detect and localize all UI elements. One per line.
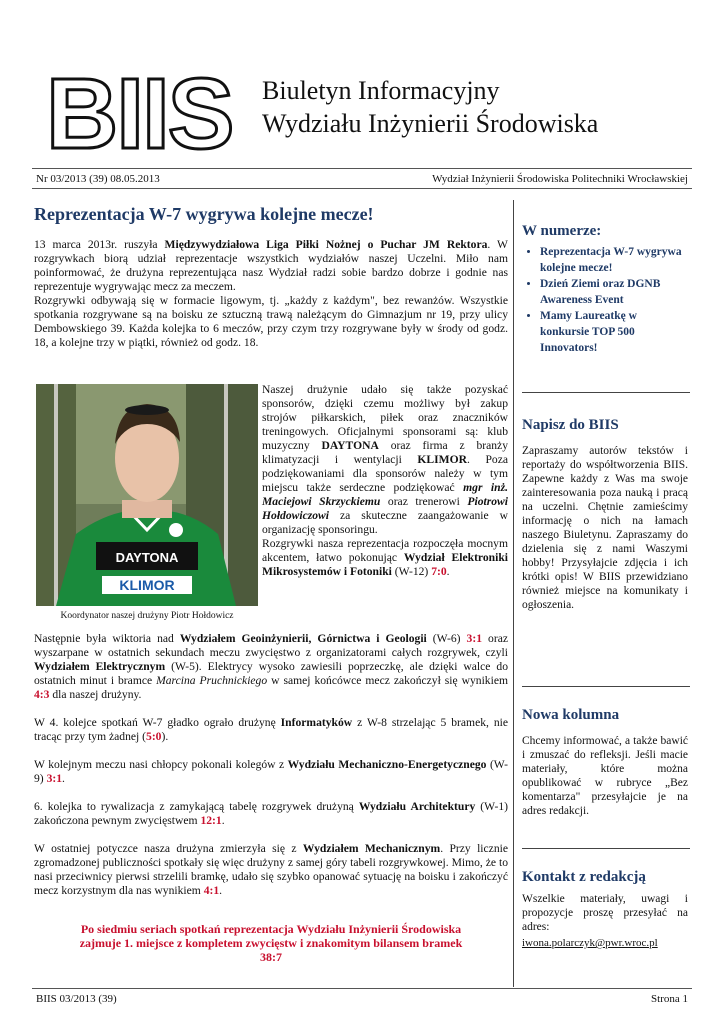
new-column [522,708,688,818]
photo-caption: Koordynator naszej drużyny Piotr Hołdowicz [60,611,234,621]
in-this-issue-title: W numerze: [522,223,602,239]
in-this-issue-item[interactable]: • Dzień Ziemi oraz DGNB Awareness Event [540,276,688,308]
biis-logo [44,66,244,156]
final-summary [34,922,508,964]
shirt-sponsor-text: KLIMOR [119,577,175,593]
masthead-title-line1: Biuletyn Informacyjny [262,76,500,105]
contact-text: Wszelkie materiały, uwagi i propozycje proszę przesyłać na adres: [522,893,688,933]
player-photo-image [36,384,258,606]
in-this-issue-list [522,244,688,356]
contact-email-link[interactable]: iwona.polarczyk@pwr.wroc.pl [522,937,658,949]
article-title: Reprezentacja W-7 wygrywa kolejne mecze! [34,204,374,224]
paragraph-1: 13 marca 2013r. ruszyła Międzywydziałowa Liga Piłki Nożnej o Puchar JM Rektora. W rozgrywkach biorą udział reprezentacje wszystkich wydziałów naszej Uczelni. Miło nam poinformować, że drużyna reprezentująca nasz Wydział radzi sobie bardzo dobrze i godnie nas reprezentuje wygrywając mecz za meczem. [34,238,508,293]
new-column-text: Chcemy informować, a także bawić i zmuszać do refleksji. Jeśli macie materiały, które można opublikować w rubryce „Bez komentarza" przesyłajcie je na adres redakcji. [522,735,688,817]
paragraph-2: Rozgrywki odbywają się w formacie ligowym, tj. „każdy z każdym", bez rewanżów. Wszystkie spotkania rozgrywane są na boisku ze sztuczną trawą należącym do Gimnazjum nr 19, przy ulicy Dembowskiego 39. Każda kolejka to 6 meczów, przy czym trzy rozgrywane były w środy od godz. 18, a kolejne trzy w piątki, również od godz. 18. [34,294,508,349]
contact-title: Kontakt z redakcją [522,869,646,885]
logo-text: BIIS [46,66,233,156]
column-divider [513,200,514,987]
write-to-biis [522,418,688,612]
article-right-column [262,383,508,579]
sidebar-divider [522,392,690,393]
paragraph-5: W kolejnym meczu nasi chłopcy pokonali kolegów z Wydziału Mechaniczno-Energetycznego (W-9) 3:1. [34,758,508,785]
final-summary-line1: Po siedmiu seriach spotkań reprezentacja Wydziału Inżynierii Środowiska [80,922,462,936]
shirt-brand-text: DAYTONA [115,550,179,565]
issue-number: Nr 03/2013 (39) 08.05.2013 [36,173,160,185]
page-number: Strona 1 [651,993,688,1005]
in-this-issue-item[interactable]: • Reprezentacja W-7 wygrywa kolejne mecze! [540,244,688,276]
in-this-issue-item[interactable]: • Mamy Laureatkę w konkursie TOP 500 Innovators! [540,308,688,356]
footer-issue: BIIS 03/2013 (39) [36,993,117,1005]
in-this-issue [522,224,688,356]
paragraph-3: Następnie była wiktoria nad Wydziałem Geoinżynierii, Górnictwa i Geologii (W-6) 3:1 oraz wyszarpane w ostatnich sekundach meczu zwycięstwo z organizatorami całych rozgrywek, czyli Wydziałem Elektrycznym (W-5). Elektrycy wysoko zawiesili poprzeczkę, ale dzięki walce do ostatnich minut i bramce Marcina Pruchnickiego w samej końcówce mecz zakończył się wynikiem 4:3 dla naszej drużyny. [34,632,509,701]
article-intro [34,238,508,350]
faculty-name: Wydział Inżynierii Środowiska Politechniki Wrocławskiej [432,173,688,185]
top-rule [32,168,692,169]
sidebar-divider [522,848,690,849]
masthead-title [262,74,598,140]
article-results [34,632,508,898]
masthead-title-line2: Wydziału Inżynierii Środowiska [262,109,599,138]
sidebar-divider [522,686,690,687]
write-to-biis-text: Zapraszamy autorów tekstów i reportaży do współtworzenia BIIS. Zapewne każdy z Was ma swoje zainteresowania poza nauką i pracą na uczelni. Chętnie zamieścimy informację o nich na łamach naszego Biuletynu. Zapraszamy do dzielenia się z nami Waszymi hobby! Przysyłajcie zdjęcia i ich krótki opis! W BIIS przewidziano również miejsce na komunikaty i ogłoszenia. [522,445,688,611]
final-summary-score: 38:7 [260,950,282,964]
new-column-title: Nowa kolumna [522,707,620,723]
paragraph-6: 6. kolejka to rywalizacja z zamykającą tabelę rozgrywek drużyną Wydziału Architektury (W-1) zakończona pewnym zwycięstwem 12:1. [34,800,508,827]
paragraph-4: W 4. kolejce spotkań W-7 gładko ograło drużynę Informatyków z W-8 strzelając 5 bramek, nie tracąc przy tym żadnej (5:0). [34,716,508,743]
sponsors-paragraph: Naszej drużynie udało się także pozyskać sponsorów, dzięki czemu możliwy był zakup strojów piłkarskich, piłek oraz znaczników treningowych. Oficjalnymi sponsorami są: klub muzyczny DAYTONA oraz firma z branży klimatyzacji i wentylacji KLIMOR. Poza podziękowaniami dla sponsorów należy w tym miejscu także serdeczne podziękować mgr inż. Maciejowi Skrzyckiemu oraz trenerowi Piotrowi Hołdowiczowi za skuteczne zaangażowanie w organizację sponsoringu. [262,383,509,536]
contact [522,870,688,950]
paragraph-7: W ostatniej potyczce nasza drużyna zmierzyła się z Wydziałem Mechanicznym. Przy licznie zgromadzonej publiczności spotkały się więc drużyny z samej góry tabeli rozgrywkowej. Mimo, że to nasi przeciwnicy pierwsi strzelili bramkę, udało się szybko opanować sytuację na boisku i zakończyć mecz korzystnym dla nas wynikiem 4:1. [34,842,508,897]
final-summary-line2: zajmuje 1. miejsce z kompletem zwycięstw i znakomitym bilansem bramek [79,936,463,950]
write-to-biis-title: Napisz do BIIS [522,417,619,433]
header-bottom-rule [32,188,692,189]
player-photo [36,384,258,606]
opening-match-paragraph: Rozgrywki nasza reprezentacja rozpoczęła mocnym akcentem, łatwo pokonując Wydział Elektroniki Mikrosystemów i Fotoniki (W-12) 7:0. [262,537,509,578]
footer-rule [32,988,692,989]
